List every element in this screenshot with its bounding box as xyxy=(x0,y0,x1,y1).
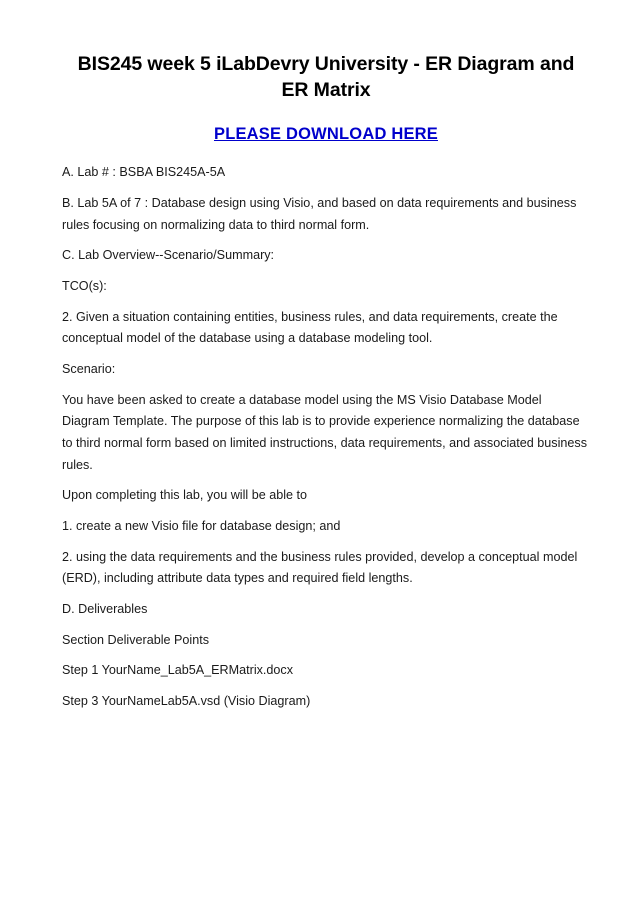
paragraph-objective-2: 2. using the data requirements and the business rules provided, develop a conceptual model (ERD), including attribute data types and required field lengths. xyxy=(62,549,578,586)
paragraph-scenario-body: You have been asked to create a database model using the MS Visio Database Model Diagram Template. The purpose of this lab is to provide experience normalizing the database to third normal form based on limited instructions, data requirements, and associated business rules. xyxy=(62,392,588,472)
download-link-row xyxy=(62,125,590,144)
paragraph-step-3: Step 3 YourNameLab5A.vsd (Visio Diagram) xyxy=(62,693,311,708)
document-body xyxy=(62,162,590,712)
paragraph-tco-item-2: 2. Given a situation containing entities, business rules, and data requirements, create the conceptual model of the database using a database modeling tool. xyxy=(62,309,558,346)
page-title: BIS245 week 5 iLabDevry University - ER Diagram and ER Matrix xyxy=(77,53,575,101)
paragraph-lab-overview: C. Lab Overview--Scenario/Summary: xyxy=(62,248,275,263)
paragraph-lab-description: B. Lab 5A of 7 : Database design using Visio, and based on data requirements and business rules focusing on normalizing data to third normal form. xyxy=(62,196,577,232)
paragraph-deliverables-heading: D. Deliverables xyxy=(62,601,148,616)
paragraph-objective-1: 1. create a new Visio file for database design; and xyxy=(62,519,341,533)
paragraph-scenario-heading: Scenario: xyxy=(62,362,116,377)
download-link[interactable]: PLEASE DOWNLOAD HERE xyxy=(213,125,438,144)
paragraph-step-1: Step 1 YourName_Lab5A_ERMatrix.docx xyxy=(62,663,294,678)
paragraph-objectives-intro: Upon completing this lab, you will be able to xyxy=(62,488,308,503)
paragraph-lab-number: A. Lab # : BSBA BIS245A-5A xyxy=(62,165,226,180)
paragraph-section-deliverable-points: Section Deliverable Points xyxy=(62,632,210,647)
paragraph-tcos: TCO(s): xyxy=(62,279,107,294)
